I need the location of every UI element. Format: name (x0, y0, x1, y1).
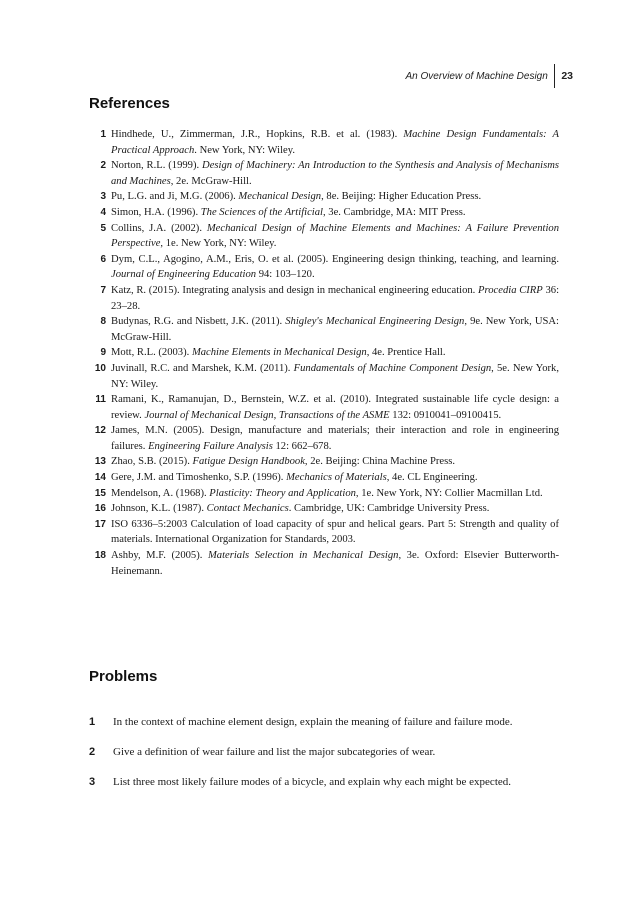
reference-segment: Norton, R.L. (1999). (111, 160, 203, 172)
reference-title: Materials Selection in Mechanical Design (207, 550, 399, 562)
reference-item (89, 361, 559, 392)
reference-segment: 132: 0910041–09100415. (389, 409, 502, 421)
references-heading: References (89, 95, 170, 112)
reference-text (111, 221, 559, 252)
reference-item (89, 127, 559, 158)
reference-number: 8 (100, 316, 106, 328)
reference-item (89, 345, 559, 361)
reference-segment: ISO 6336–5:2003 Calculation of load capacity of spur and helical gears. Part 5: Strength and quality of materials. International Organization for Standards, 2003. (111, 518, 559, 546)
reference-segment: Mendelson, A. (1968). (111, 487, 210, 499)
reference-segment: Simon, H.A. (1996). (111, 206, 201, 218)
reference-title: Design of Machinery: An Introduction to the Synthesis and Analysis of Mechanisms and Machines (111, 160, 559, 187)
reference-text (111, 501, 559, 517)
problems-heading: Problems (89, 668, 158, 685)
reference-number: 15 (94, 487, 106, 499)
reference-number: 7 (100, 284, 106, 296)
reference-segment: Budynas, R.G. and Nisbett, J.K. (2011). (111, 316, 286, 328)
reference-item (89, 392, 559, 423)
reference-segment: , 1e. New York, NY: Collier Macmillan Ltd. (355, 487, 543, 499)
reference-item (89, 283, 559, 314)
reference-title: Machine Design Fundamentals: A Practical Approach (111, 129, 559, 156)
reference-title: Fatigue Design Handbook (192, 456, 305, 468)
reference-text (111, 252, 559, 283)
reference-number: 14 (94, 472, 106, 484)
reference-segment: Zhao, S.B. (2015). (111, 456, 193, 468)
reference-title: Contact Mechanics (206, 503, 289, 515)
reference-item (89, 454, 559, 470)
reference-text (111, 283, 559, 314)
reference-segment: . Cambridge, UK: Cambridge University Press. (288, 503, 490, 515)
reference-title: The Sciences of the Artificial (200, 206, 323, 218)
reference-number: 6 (100, 253, 106, 265)
reference-number: 10 (94, 362, 106, 374)
reference-title: Mechanics of Materials (286, 472, 387, 484)
reference-segment: , 2e. Beijing: China Machine Press. (304, 456, 455, 468)
reference-number: 11 (95, 394, 106, 406)
reference-item (89, 221, 559, 252)
reference-number: 2 (100, 160, 106, 172)
reference-segment: 36: 23–28. (111, 284, 560, 312)
reference-text (111, 158, 559, 189)
reference-segment: 94: 103–120. (256, 269, 315, 281)
reference-title: Engineering Failure Analysis (148, 440, 273, 452)
reference-segment: . New York, NY: Wiley. (194, 144, 295, 156)
reference-title: Mechanical Design (238, 191, 322, 203)
reference-text (111, 454, 559, 470)
reference-segment: Mott, R.L. (2003). (111, 347, 192, 359)
reference-title: Procedia CIRP (478, 284, 543, 296)
reference-segment: , 3e. Cambridge, MA: MIT Press. (322, 206, 466, 218)
reference-text (111, 423, 559, 454)
reference-item (89, 205, 559, 221)
reference-segment: Gere, J.M. and Timoshenko, S.P. (1996). (111, 472, 287, 484)
problem-text: List three most likely failure modes of a bicycle, and explain why each might be expected. (113, 776, 512, 788)
reference-title: Plasticity: Theory and Application (209, 487, 356, 499)
reference-item (89, 548, 559, 579)
reference-text (111, 205, 559, 221)
reference-segment: Johnson, K.L. (1987). (111, 503, 207, 515)
reference-text (111, 189, 559, 205)
reference-segment: , 8e. Beijing: Higher Education Press. (321, 191, 482, 203)
reference-number: 1 (100, 129, 106, 140)
reference-number: 13 (94, 456, 106, 468)
reference-text (111, 127, 559, 158)
page-number: 23 (561, 70, 573, 82)
reference-title: Journal of Engineering Education (111, 269, 257, 281)
reference-text (111, 517, 559, 548)
reference-title: Journal of Mechanical Design, Transactions of the ASME (144, 409, 390, 421)
reference-number: 3 (100, 191, 106, 203)
reference-title: Shigley's Mechanical Engineering Design (285, 316, 465, 328)
reference-item (89, 158, 559, 189)
reference-segment: , 9e. New York, USA: McGraw-Hill. (111, 316, 559, 343)
problem-item (89, 714, 559, 730)
reference-segment: Pu, L.G. and Ji, M.G. (2006). (111, 191, 239, 203)
problem-number: 1 (89, 716, 96, 728)
reference-number: 16 (94, 503, 106, 515)
reference-segment: Juvinall, R.C. and Marshek, K.M. (2011). (111, 362, 294, 374)
problem-item (89, 744, 559, 760)
reference-segment: Katz, R. (2015). Integrating analysis and design in mechanical engineering education. (111, 284, 479, 296)
problem-text: Give a definition of wear failure and list the major subcategories of wear. (113, 746, 436, 758)
reference-segment: , 2e. McGraw-Hill. (170, 175, 252, 187)
reference-number: 12 (94, 425, 106, 437)
reference-title: Fundamentals of Machine Component Design (293, 362, 492, 374)
reference-segment: , 5e. New York, NY: Wiley. (111, 362, 560, 390)
reference-segment: , 4e. CL Engineering. (386, 472, 478, 484)
reference-title: Mechanical Design of Machine Elements and Machines: A Failure Prevention Perspective (111, 222, 559, 250)
reference-number: 17 (94, 518, 106, 530)
reference-item (89, 470, 559, 486)
reference-number: 5 (100, 222, 106, 234)
reference-segment: , 3e. Oxford: Elsevier Butterworth-Heinemann. (111, 550, 559, 577)
problem-item (89, 774, 559, 790)
reference-text (111, 470, 559, 486)
reference-segment: , 4e. Prentice Hall. (366, 347, 446, 359)
reference-title: Machine Elements in Mechanical Design (191, 347, 367, 359)
references-list (89, 127, 559, 579)
reference-text (111, 345, 559, 361)
reference-item (89, 517, 559, 548)
problem-number: 3 (89, 776, 96, 788)
reference-segment: James, M.N. (2005). Design, manufacture and materials; their interaction and role in engineering failures. (111, 425, 559, 452)
reference-number: 18 (94, 550, 106, 562)
reference-text (111, 361, 559, 392)
reference-segment: Collins, J.A. (2002). (111, 222, 207, 234)
reference-number: 4 (100, 206, 106, 218)
reference-segment: Ramani, K., Ramanujan, D., Bernstein, W.Z. et al. (2010). Integrated sustainable life cycle design: a review. (111, 394, 559, 421)
reference-item (89, 314, 559, 345)
reference-item (89, 423, 559, 454)
reference-item (89, 189, 559, 205)
reference-number: 9 (100, 347, 106, 359)
reference-segment: Dym, C.L., Agogino, A.M., Eris, O. et al. (2005). Engineering design thinking, teaching, and learning. (111, 253, 559, 265)
problems-list (89, 714, 559, 804)
reference-item (89, 501, 559, 517)
reference-text (111, 314, 559, 345)
reference-text (111, 392, 559, 423)
running-title: An Overview of Machine Design (405, 70, 548, 82)
running-header (406, 64, 573, 88)
reference-item (89, 252, 559, 283)
reference-segment: , 1e. New York, NY: Wiley. (160, 238, 277, 250)
reference-item (89, 486, 559, 502)
reference-segment: Hindhede, U., Zimmerman, J.R., Hopkins, R.B. et al. (1983). (111, 129, 404, 140)
reference-segment: Ashby, M.F. (2005). (111, 550, 208, 562)
reference-segment: 12: 662–678. (272, 440, 332, 452)
reference-text (111, 548, 559, 579)
problem-number: 2 (89, 746, 96, 758)
problem-text: In the context of machine element design, explain the meaning of failure and failure mode. (113, 716, 513, 728)
reference-text (111, 486, 559, 502)
